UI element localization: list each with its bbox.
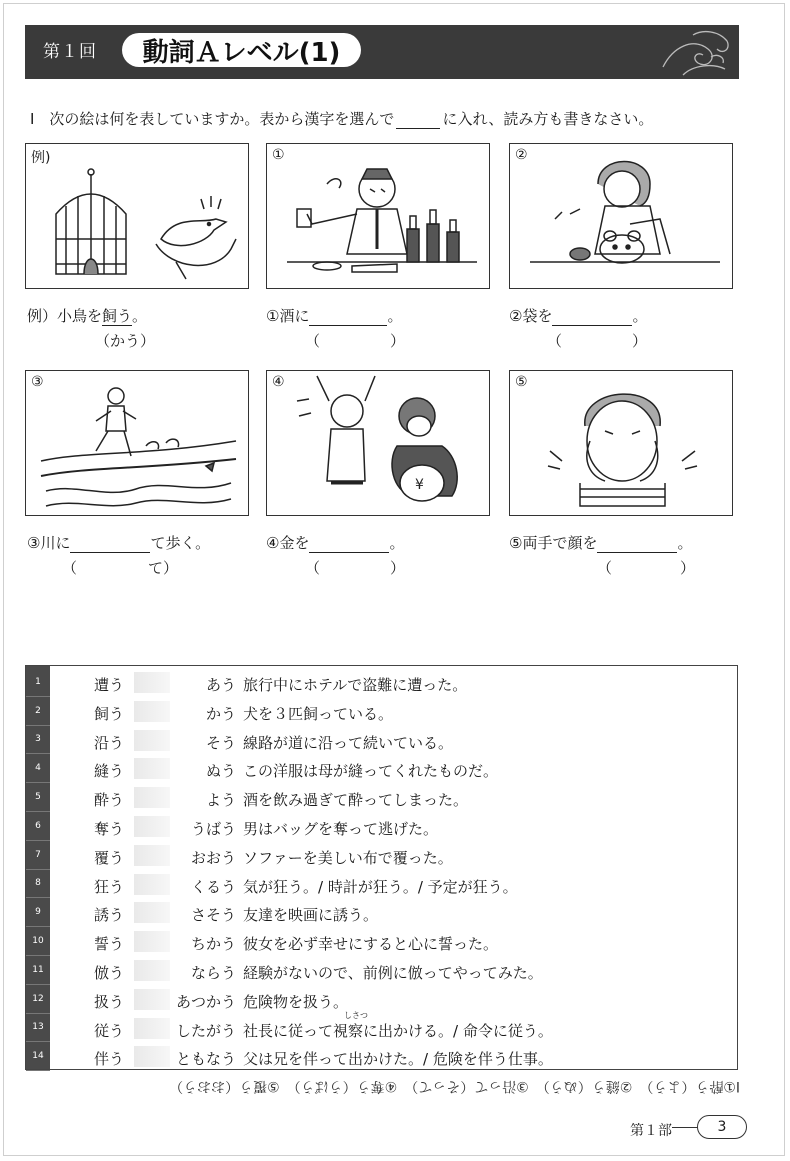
- svg-text:¥: ¥: [415, 477, 424, 493]
- answer-blank[interactable]: [552, 325, 632, 326]
- instruction-blank: [396, 128, 440, 129]
- vocab-example: 経験がないので、前例に倣ってやってみた。: [243, 964, 543, 982]
- vocab-kanji: 誘う: [94, 906, 125, 925]
- birdcage-and-bird-illustration: [26, 144, 250, 290]
- reading-example: （かう）: [95, 332, 156, 350]
- walking-along-river-illustration: [26, 371, 250, 517]
- lesson-number: 第１回: [43, 42, 97, 62]
- table-row: [26, 668, 737, 697]
- table-row: [26, 898, 737, 927]
- picture-3: [25, 370, 249, 516]
- lesson-header: [25, 25, 739, 79]
- table-row: [26, 812, 737, 841]
- sentence-post: 。: [677, 534, 693, 552]
- part-label: 第１部: [630, 1123, 672, 1139]
- reading-close: ）: [389, 559, 405, 577]
- reading-open: （: [62, 559, 78, 577]
- sentence-3: [27, 532, 210, 553]
- vocab-example: この洋服は母が縫ってくれたものだ。: [243, 762, 499, 781]
- row-index: 12: [26, 985, 50, 1014]
- vocabulary-table: [25, 665, 738, 1070]
- row-index: 11: [26, 956, 50, 985]
- row-index: 2: [26, 697, 50, 726]
- picture-number: ②: [515, 147, 528, 163]
- vocab-reading: よう: [205, 791, 236, 810]
- answer-blank[interactable]: [309, 552, 389, 553]
- instruction-text-before: Ⅰ 次の絵は何を表していますか。表から漢字を選んで: [30, 110, 395, 128]
- vocab-kanji: 狂う: [94, 877, 125, 896]
- vocab-reading: ちかう: [190, 935, 236, 954]
- sentence-pre: ④金を: [266, 534, 310, 552]
- robbery-illustration: [267, 371, 491, 517]
- sentence-pre: 例）小鳥を: [27, 307, 103, 325]
- sentence-example: [27, 305, 147, 326]
- row-index: 13: [26, 1014, 50, 1043]
- reading-close: ）: [631, 332, 647, 350]
- row-index: 1: [26, 668, 50, 697]
- vocab-kanji: 酔う: [94, 791, 125, 810]
- row-index: 5: [26, 783, 50, 812]
- sentence-answer: 飼う: [102, 307, 133, 325]
- vocab-example: 父は兄を伴って出かけた。/ 危険を伴う仕事。: [243, 1050, 553, 1069]
- table-row: [26, 870, 737, 899]
- vocab-reading: あう: [205, 676, 236, 694]
- vocab-kanji: 誓う: [94, 935, 125, 954]
- page-title: 動詞Ａレベル(1): [122, 33, 361, 67]
- woman-sewing-illustration: [510, 144, 734, 290]
- vocab-kanji: 覆う: [94, 848, 125, 867]
- vocab-kanji: 飼う: [94, 704, 125, 723]
- vocab-reading: かう: [205, 704, 236, 723]
- table-row: [26, 754, 737, 783]
- sentence-5: [509, 532, 692, 553]
- picture-1: [266, 143, 490, 289]
- vocab-reading: ぬう: [205, 762, 236, 781]
- reading-close: ）: [679, 559, 695, 577]
- sentence-post: 。: [389, 534, 405, 552]
- vocab-kanji: 奪う: [94, 820, 125, 838]
- reading-3: [62, 557, 178, 578]
- vocab-example: 彼女を必ず幸せにすると心に誓った。: [243, 935, 499, 954]
- vocab-reading: あつかう: [175, 992, 236, 1011]
- picture-number: 例): [31, 150, 51, 166]
- vocab-example: 友達を映画に誘う。: [243, 906, 379, 925]
- row-index: 10: [26, 927, 50, 956]
- answer-blank[interactable]: [309, 325, 387, 326]
- reading-2: [547, 330, 647, 351]
- row-index: 14: [26, 1042, 50, 1071]
- covering-face-illustration: [510, 371, 734, 517]
- vocab-kanji: 沿う: [94, 733, 125, 752]
- vocab-example: 男はバッグを奪って逃げた。: [243, 820, 439, 838]
- table-row: [26, 1010, 737, 1043]
- reading-open: （: [597, 559, 613, 577]
- vocab-example: 犬を３匹飼っている。: [243, 704, 394, 723]
- picture-number: ⑤: [515, 374, 528, 390]
- vocab-example: 線路が道に沿って続いている。: [243, 733, 454, 752]
- table-row: [26, 697, 737, 726]
- sentence-4: [266, 532, 404, 553]
- picture-4: [266, 370, 490, 516]
- vocab-example: 酒を飲み過ぎて酔ってしまった。: [243, 791, 469, 810]
- instruction-text-after: に入れ、読み方も書きなさい。: [442, 110, 654, 128]
- vocab-reading: おおう: [190, 848, 236, 867]
- row-index: 3: [26, 726, 50, 755]
- answer-blank[interactable]: [597, 552, 677, 553]
- sentence-post: 。: [632, 307, 648, 325]
- footer-divider: [672, 1127, 698, 1128]
- answer-blank[interactable]: [70, 552, 150, 553]
- row-index: 9: [26, 898, 50, 927]
- vocab-reading: ともなう: [175, 1050, 236, 1069]
- vocab-kanji: 伴う: [94, 1050, 125, 1069]
- instruction: [30, 108, 653, 129]
- vocab-kanji: 従う: [94, 1021, 125, 1040]
- reading-open: （: [547, 332, 563, 350]
- row-index: 7: [26, 841, 50, 870]
- reading-1: [305, 330, 405, 351]
- vocab-example: 気が狂う。/ 時計が狂う。/ 予定が狂う。: [243, 877, 518, 896]
- row-index: 4: [26, 754, 50, 783]
- table-row: [26, 1042, 737, 1071]
- vocab-reading: さそう: [190, 906, 236, 925]
- vocab-reading: くるう: [190, 877, 236, 896]
- reading-5: [597, 557, 695, 578]
- picture-example: [25, 143, 249, 289]
- reading-close: て）: [147, 559, 178, 577]
- table-row: [26, 956, 737, 985]
- table-row: [26, 927, 737, 956]
- reading-open: （: [305, 332, 321, 350]
- swirl-ornament-icon: [653, 27, 733, 77]
- row-index: 6: [26, 812, 50, 841]
- answer-key: Ⅰ①酔う（よう） ②縫う（ぬう） ③沿って（そって） ④奪う（うばう） ⑤覆う（おおう）: [169, 1078, 740, 1094]
- vocab-kanji: 縫う: [94, 762, 125, 781]
- sentence-pre: ③川に: [27, 534, 71, 552]
- picture-number: ④: [272, 374, 285, 390]
- vocab-reading: ならう: [190, 964, 236, 982]
- reading-close: ）: [389, 332, 405, 350]
- sentence-post: 。: [387, 307, 403, 325]
- picture-number: ①: [272, 147, 285, 163]
- vocab-reading: したがう: [175, 1021, 236, 1040]
- reading-open: （: [305, 559, 321, 577]
- picture-2: [509, 143, 733, 289]
- row-index: 8: [26, 870, 50, 899]
- sentence-post: 。: [132, 307, 148, 325]
- picture-number: ③: [31, 374, 44, 390]
- reading-4: [305, 557, 405, 578]
- vocab-kanji: 扱う: [94, 992, 125, 1011]
- vocab-kanji: 遭う: [94, 676, 125, 694]
- table-row: [26, 985, 737, 1014]
- sentence-2: [509, 305, 647, 326]
- vocab-example: 旅行中にホテルで盗難に遭った。: [243, 676, 468, 694]
- sentence-1: [266, 305, 402, 326]
- vocab-example: ソファーを美しい布で覆った。: [243, 848, 453, 867]
- vocab-reading: うばう: [190, 820, 236, 838]
- picture-5: [509, 370, 733, 516]
- sentence-pre: ②袋を: [509, 307, 553, 325]
- vocab-example: 社長に従って視察に出かける。/ 命令に従う。: [243, 1021, 553, 1040]
- table-row: [26, 783, 737, 812]
- table-row: [26, 841, 737, 870]
- drunk-man-illustration: [267, 144, 491, 290]
- furigana: しさつ: [344, 1010, 368, 1020]
- vocab-kanji: 倣う: [94, 964, 125, 982]
- sentence-pre: ①酒に: [266, 307, 310, 325]
- vocab-example: 危険物を扱う。: [243, 992, 349, 1011]
- table-row: [26, 726, 737, 755]
- sentence-post: て歩く。: [150, 534, 211, 552]
- vocab-reading: そう: [205, 733, 236, 752]
- sentence-pre: ⑤両手で顔を: [509, 534, 598, 552]
- page-number: 3: [697, 1115, 747, 1139]
